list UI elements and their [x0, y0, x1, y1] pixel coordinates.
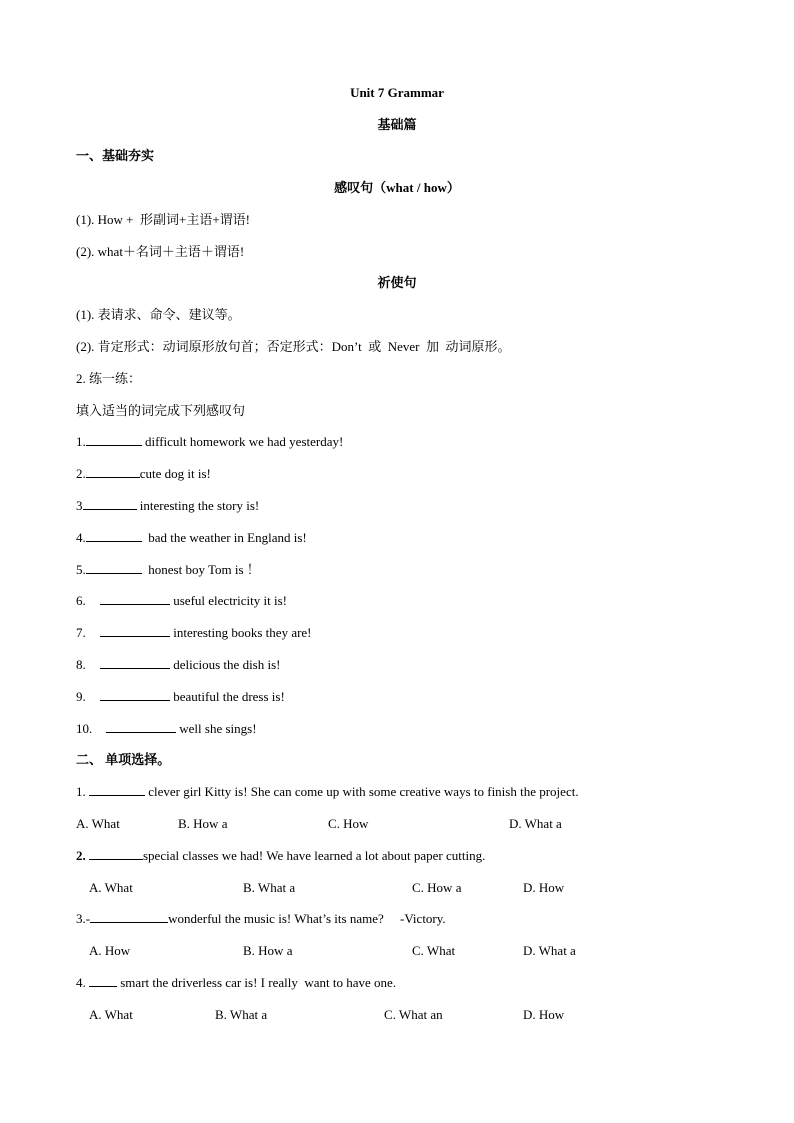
item-text: interesting the story is! — [136, 498, 260, 513]
item-text: honest boy Tom is ！ — [141, 562, 260, 577]
page-subtitle: 基础篇 — [377, 117, 417, 132]
answer-blank[interactable] — [100, 689, 170, 701]
fill-item-3 — [76, 498, 259, 514]
section1-heading: 一、基础夯实 — [76, 148, 155, 163]
fill-item-5 — [76, 562, 260, 578]
fill-item-10 — [76, 721, 257, 737]
rule-2: (2). what＋名词＋主语＋谓语! — [76, 244, 245, 259]
fill-item-1 — [76, 434, 343, 450]
page-title: Unit 7 Grammar — [350, 85, 444, 100]
imperative-rule-2: (2). 肯定形式：动词原形放句首；否定形式：Don’t 或 Never 加 动词原形。 — [76, 339, 511, 354]
practice-label: 2. 练一练： — [76, 371, 142, 386]
item-number: 10. — [76, 721, 93, 736]
q1-option-a[interactable]: A. What — [76, 816, 120, 831]
answer-blank[interactable] — [100, 657, 170, 669]
answer-blank[interactable] — [89, 975, 117, 987]
item-text: beautiful the dress is! — [170, 689, 285, 704]
fill-item-9 — [76, 689, 285, 705]
q2-option-b[interactable]: B. What a — [243, 880, 296, 895]
q2-option-d[interactable]: D. How — [523, 880, 565, 895]
answer-blank[interactable] — [90, 911, 168, 923]
item-number: 9. — [76, 689, 86, 704]
answer-blank[interactable] — [86, 530, 142, 542]
item-text: cute dog it is! — [139, 466, 211, 481]
question-number: 1. — [76, 784, 86, 799]
question-3 — [76, 911, 446, 927]
imperative-rule-1: (1). 表请求、命令、建议等。 — [76, 307, 241, 322]
item-text: difficult homework we had yesterday! — [141, 434, 344, 449]
question-2 — [76, 848, 485, 864]
q3-option-c[interactable]: C. What — [412, 943, 456, 958]
item-number: 4. — [76, 530, 86, 545]
question-text: clever girl Kitty is! She can come up with some creative ways to finish the project. — [145, 784, 579, 799]
question-text: wonderful the music is! What’s its name? -Victory. — [168, 911, 446, 926]
q4-option-c[interactable]: C. What an — [384, 1007, 443, 1022]
q3-option-b[interactable]: B. How a — [243, 943, 293, 958]
item-number: 3 — [76, 498, 83, 513]
item-number: 1. — [76, 434, 86, 449]
q2-option-c[interactable]: C. How a — [412, 880, 462, 895]
rule-1: (1). How + 形副词+主语+谓语! — [76, 212, 251, 227]
fill-item-7 — [76, 625, 312, 641]
q1-option-d[interactable]: D. What a — [509, 816, 562, 831]
answer-blank[interactable] — [100, 625, 170, 637]
fill-item-8 — [76, 657, 281, 673]
section2-heading: 二、 单项选择。 — [76, 752, 171, 767]
item-number: 7. — [76, 625, 86, 640]
fill-item-6 — [76, 593, 287, 609]
answer-blank[interactable] — [83, 498, 137, 510]
answer-blank[interactable] — [86, 562, 142, 574]
answer-blank[interactable] — [106, 721, 176, 733]
item-text: interesting books they are! — [170, 625, 312, 640]
item-number: 6. — [76, 593, 86, 608]
answer-blank[interactable] — [86, 466, 140, 478]
question-number: 4. — [76, 975, 86, 990]
practice-instruction: 填入适当的词完成下列感叹句 — [76, 403, 246, 418]
answer-blank[interactable] — [86, 434, 142, 446]
question-4 — [76, 975, 396, 991]
q1-option-b[interactable]: B. How a — [178, 816, 228, 831]
fill-item-2 — [76, 466, 211, 482]
item-number: 2. — [76, 466, 86, 481]
item-text: bad the weather in England is! — [141, 530, 307, 545]
q3-option-d[interactable]: D. What a — [523, 943, 576, 958]
fill-item-4 — [76, 530, 307, 546]
item-text: useful electricity it is! — [170, 593, 287, 608]
question-text: special classes we had! We have learned a lot about paper cutting. — [143, 848, 486, 863]
q4-option-a[interactable]: A. What — [89, 1007, 133, 1022]
answer-blank[interactable] — [100, 593, 170, 605]
q2-option-a[interactable]: A. What — [89, 880, 133, 895]
question-text: smart the driverless car is! I really want to have one. — [117, 975, 397, 990]
item-text: well she sings! — [176, 721, 257, 736]
question-1 — [76, 784, 579, 800]
answer-blank[interactable] — [89, 848, 143, 860]
q1-option-c[interactable]: C. How — [328, 816, 369, 831]
question-number: 2. — [76, 848, 86, 863]
answer-blank[interactable] — [89, 784, 145, 796]
item-number: 5. — [76, 562, 86, 577]
exclamation-title: 感叹句（what / how） — [334, 180, 460, 195]
q3-option-a[interactable]: A. How — [89, 943, 131, 958]
item-number: 8. — [76, 657, 86, 672]
imperative-title: 祈使句 — [377, 275, 417, 290]
item-text: delicious the dish is! — [170, 657, 281, 672]
q4-option-b[interactable]: B. What a — [215, 1007, 268, 1022]
q4-option-d[interactable]: D. How — [523, 1007, 565, 1022]
question-number: 3.- — [76, 911, 91, 926]
